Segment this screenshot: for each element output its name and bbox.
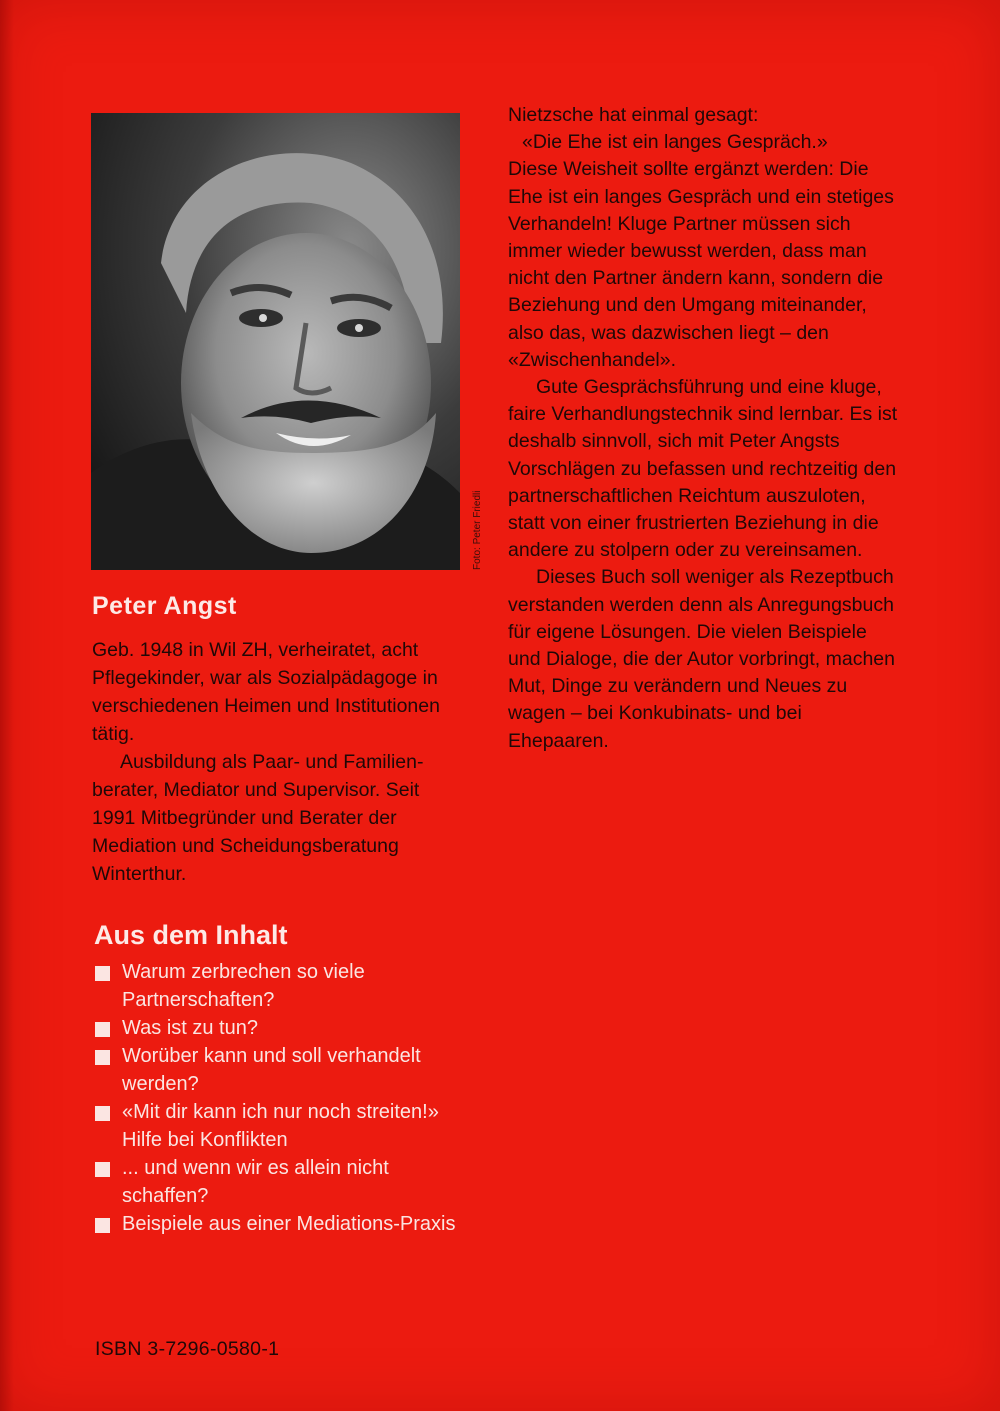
square-bullet-icon [95, 966, 110, 981]
blurb-quote: «Die Ehe ist ein langes Gespräch.» [522, 131, 828, 154]
blurb-intro: Nietzsche hat einmal gesagt: [508, 104, 759, 126]
blurb-paragraph: Dieses Buch soll weniger als Rezeptbuch verstanden werden denn als Anregungsbuch für eigene Lösungen. Die vielen Beispiele und Dialoge, die der Autor vorbringt, machen Mut, Dinge zu verändern und Neues zu wagen – bei Konkubinats- und bei Ehepaaren. [508, 566, 895, 752]
author-bio-paragraph: Ausbildung als Paar- und Familienberater, Mediator und Supervisor. Seit 1991 Mitbegründer und Berater der Mediation und Scheidungsberatung Winterthur. [92, 751, 424, 885]
square-bullet-icon [95, 1050, 110, 1065]
blurb-paragraph: Gute Gesprächsführung und eine kluge, faire Verhandlungstechnik sind lernbar. Es ist deshalb sinnvoll, sich mit Peter Angsts Vorschlägen zu befassen und rechtzeitig den partnerschaftlichen Reichtum auszuloten, statt von einer frustrierten Beziehung in die andere zu stolpern oder zu vereinsamen. [508, 376, 898, 562]
contents-item-text: Beispiele aus einer Mediations-Praxis [122, 1213, 456, 1235]
blurb-paragraph: Diese Weisheit sollte ergänzt werden: Die Ehe ist ein langes Gespräch und ein stetiges Verhandeln! Kluge Partner müssen sich immer wieder bewusst werden, dass man nicht den Partner ändern kann, sondern die Beziehung und den Umgang miteinander, also das, was dazwischen liegt – den «Zwischenhandel». [508, 158, 894, 371]
contents-item-text: «Mit dir kann ich nur noch streiten!» Hilfe bei Konflikten [122, 1101, 439, 1151]
author-photo [91, 113, 460, 570]
contents-item-text: Worüber kann und soll verhandelt werden? [122, 1045, 421, 1095]
contents-list-item [95, 1014, 475, 1042]
contents-list-item [95, 1210, 475, 1238]
square-bullet-icon [95, 1162, 110, 1177]
contents-list [95, 958, 475, 1238]
isbn-number: ISBN 3-7296-0580-1 [95, 1338, 280, 1360]
author-portrait-image [91, 113, 460, 570]
spine-shadow [0, 0, 14, 1411]
blurb-column [508, 102, 904, 755]
square-bullet-icon [95, 1022, 110, 1037]
author-biography [92, 636, 464, 888]
author-name-heading: Peter Angst [92, 592, 237, 620]
author-bio-paragraph: Geb. 1948 in Wil ZH, verheiratet, acht Pflegekinder, war als Sozialpädagoge in verschiedenen Heimen und Institutionen tätig. [92, 639, 440, 745]
contents-item-text: Was ist zu tun? [122, 1017, 258, 1039]
contents-list-item [95, 1154, 475, 1210]
contents-list-item [95, 958, 475, 1014]
contents-list-item [95, 1042, 475, 1098]
contents-item-text: Warum zerbrechen so viele Partnerschaften? [122, 961, 365, 1011]
photo-credit: Foto: Peter Friedli [472, 490, 483, 570]
contents-list-item [95, 1098, 475, 1154]
contents-heading: Aus dem Inhalt [94, 920, 288, 950]
contents-item-text: ... und wenn wir es allein nicht schaffen? [122, 1157, 389, 1207]
square-bullet-icon [95, 1218, 110, 1233]
square-bullet-icon [95, 1106, 110, 1121]
